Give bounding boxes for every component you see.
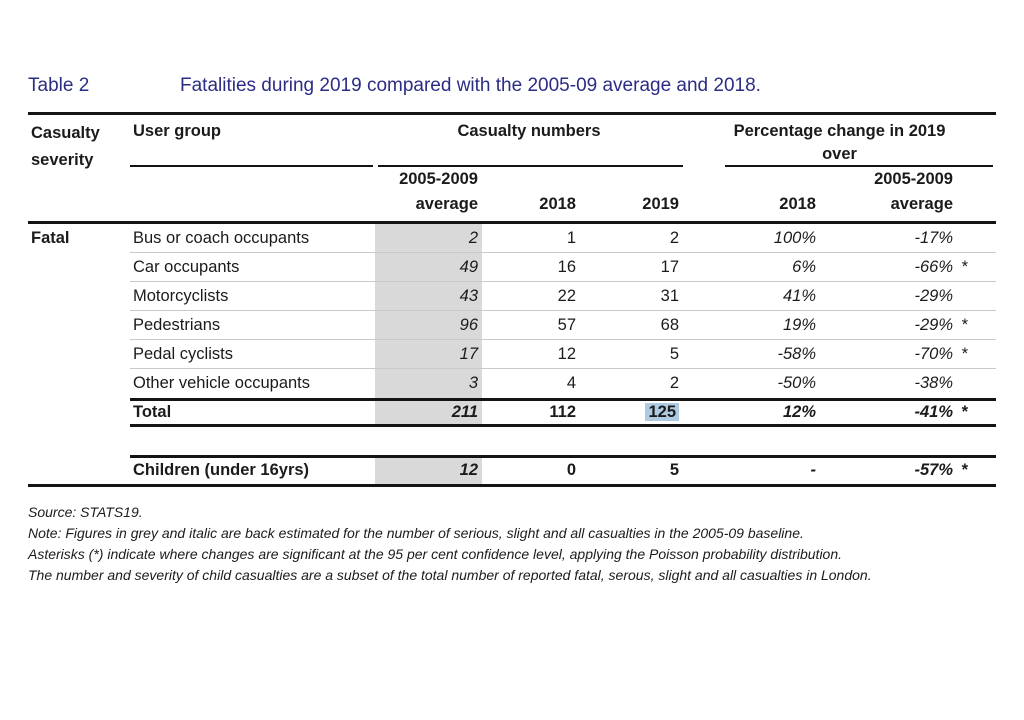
cell-user-group: Other vehicle occupants — [133, 374, 311, 392]
cell-2019: 17 — [660, 258, 679, 276]
children-label: Children (under 16yrs) — [133, 461, 310, 479]
subheader-pct-2018: 2018 — [779, 195, 816, 213]
highlighted-value: 125 — [645, 403, 679, 421]
cell-pct-2018: 41% — [782, 287, 816, 305]
total-label: Total — [133, 403, 172, 421]
cell-user-group: Car occupants — [133, 258, 240, 276]
table-row — [28, 369, 996, 398]
cell-pct-2018: - — [810, 461, 816, 479]
table-row — [28, 340, 996, 369]
significance-asterisk — [953, 369, 996, 398]
cell-pct-avg: -29% — [820, 282, 996, 310]
cell-avg: 43 — [375, 282, 482, 310]
header-percentage-change-group: Percentage change in 2019 over 2018 2005-2009 average — [683, 115, 996, 221]
cell-user-group: Pedal cyclists — [133, 345, 233, 363]
table-caption: Fatalities during 2019 compared with the 2005-09 average and 2018. — [180, 75, 761, 96]
cell-pct-2018: 19% — [782, 316, 816, 334]
cell-2018: 0 — [566, 461, 576, 479]
table-header — [28, 112, 996, 224]
subheader-2018: 2018 — [539, 195, 576, 213]
table-row — [28, 224, 996, 253]
cell-pct-2018: 100% — [773, 229, 816, 247]
cell-2018: 22 — [557, 287, 576, 305]
cell-2019 — [580, 401, 683, 424]
cell-avg: 3 — [375, 369, 482, 398]
note-source: Source: STATS19. — [28, 504, 143, 520]
cell-2018: 1 — [566, 229, 576, 247]
page — [28, 0, 996, 586]
cell-user-group: Bus or coach occupants — [133, 229, 310, 247]
cell-2019: 2 — [669, 374, 679, 392]
cell-avg: 2 — [375, 224, 482, 252]
fatalities-table — [28, 112, 996, 487]
cell-user-group: Pedestrians — [133, 316, 221, 334]
subheader-pct-average: 2005-2009 average — [874, 170, 953, 213]
subheader-2019: 2019 — [642, 195, 679, 213]
cell-avg: 12 — [375, 458, 482, 484]
header-casualty-severity: Casualty severity — [31, 124, 100, 169]
note-children: The number and severity of child casualties are a subset of the total number of reported fatal, serous, slight and all casualties in London. — [28, 567, 872, 583]
cell-avg: 96 — [375, 311, 482, 339]
header-casualty-numbers-group: Casualty numbers 2005-2009 average 2018 2019 — [375, 115, 683, 221]
cell-avg: 211 — [375, 401, 482, 424]
cell-2018: 57 — [557, 316, 576, 334]
significance-asterisk — [953, 224, 996, 252]
significance-asterisk: * — [961, 258, 968, 276]
cell-pct-2018: 6% — [792, 258, 816, 276]
table-row — [28, 282, 996, 311]
significance-asterisk — [953, 282, 996, 310]
cell-2019: 68 — [660, 316, 679, 334]
table-row — [28, 253, 996, 282]
note-grey-italic: Note: Figures in grey and italic are back estimated for the number of serious, slight and all casualties in the 2005-09 baseline. — [28, 525, 804, 541]
cell-2019: 31 — [660, 287, 679, 305]
significance-asterisk: * — [961, 461, 968, 479]
spacer-row — [28, 427, 996, 455]
user-group-underline — [130, 165, 373, 167]
cell-2019: 5 — [669, 345, 679, 363]
severity-label: Fatal — [31, 229, 70, 247]
cell-user-group: Motorcyclists — [133, 287, 229, 305]
table-row — [28, 311, 996, 340]
table-title — [28, 73, 996, 99]
note-asterisks: Asterisks (*) indicate where changes are significant at the 95 per cent confidence level, applying the Poisson probability distribution. — [28, 546, 843, 562]
cell-pct-avg: -38% — [820, 369, 996, 398]
cell-2018: 4 — [566, 374, 576, 392]
total-row — [28, 398, 996, 427]
table-number: Table 2 — [28, 75, 90, 96]
footnotes — [28, 502, 996, 586]
significance-asterisk: * — [961, 345, 968, 363]
cell-pct-avg: -17% — [820, 224, 996, 252]
significance-asterisk: * — [961, 316, 968, 334]
header-user-group: User group — [130, 115, 375, 221]
cell-pct-2018: 12% — [782, 403, 816, 421]
cell-pct-avg: -70% * — [820, 340, 996, 368]
casualty-numbers-underline — [378, 165, 683, 167]
cell-avg: 17 — [375, 340, 482, 368]
subheader-2005-2009-average: 2005-2009 average — [399, 170, 478, 213]
cell-pct-avg: -66% * — [820, 253, 996, 281]
cell-2018: 12 — [557, 345, 576, 363]
cell-pct-2018: -50% — [777, 374, 816, 392]
significance-asterisk: * — [961, 403, 968, 421]
cell-avg: 49 — [375, 253, 482, 281]
cell-pct-avg: -57% * — [820, 458, 996, 484]
cell-2018: 16 — [557, 258, 576, 276]
cell-pct-avg: -29% * — [820, 311, 996, 339]
cell-2019: 5 — [669, 461, 679, 479]
cell-pct-avg: -41% * — [820, 401, 996, 424]
cell-2018: 112 — [549, 403, 576, 421]
cell-pct-2018: -58% — [777, 345, 816, 363]
cell-2019: 2 — [669, 229, 679, 247]
percentage-change-underline — [725, 165, 993, 167]
children-row — [28, 455, 996, 484]
